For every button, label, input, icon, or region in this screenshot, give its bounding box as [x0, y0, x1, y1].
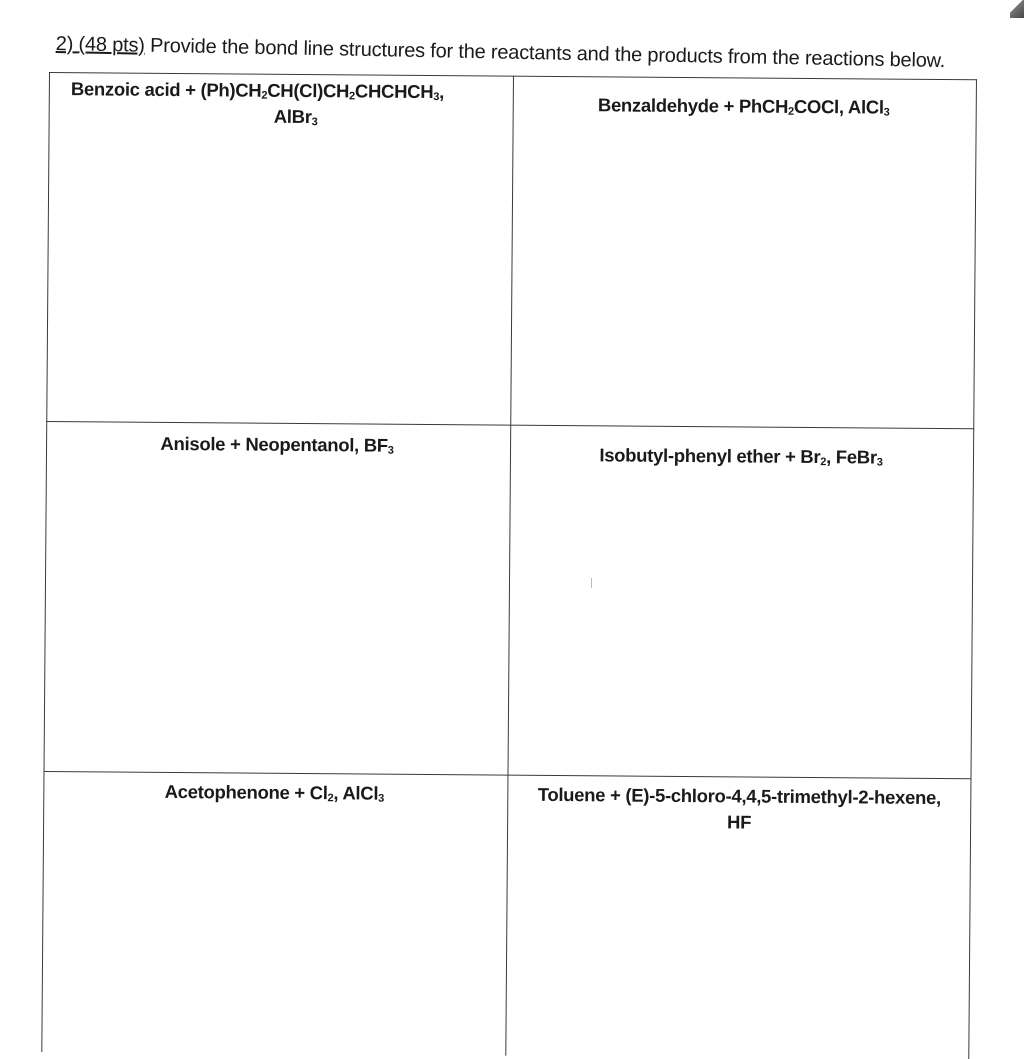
grid-left-border: [41, 72, 50, 1052]
reaction-cell-5: [49, 778, 499, 808]
grid-column-divider: [505, 76, 514, 1056]
reaction-1-text-b: CH(Cl)CH: [267, 79, 350, 102]
reaction-5-text-a: Acetophenone + Cl: [164, 780, 328, 804]
question-instruction: Provide the bond line structures for the reactants and the products from the reactions below.: [149, 34, 946, 73]
subscript: 2: [787, 105, 794, 118]
subscript: 2: [261, 89, 268, 102]
reaction-4-text-b: , FeBr: [826, 446, 877, 468]
subscript: 3: [883, 106, 890, 119]
reaction-1-catalyst: AlBr: [273, 105, 312, 128]
reaction-grid: [41, 72, 977, 1059]
reaction-5-line-1: [49, 778, 499, 808]
grid-right-border: [968, 79, 977, 1059]
reaction-1-text-c: CHCHCH: [354, 80, 434, 103]
reaction-3-line-1: [52, 430, 502, 460]
reaction-6-line-2: [511, 808, 967, 838]
reaction-6-catalyst: HF: [727, 811, 752, 833]
question-points: (48 pts): [78, 33, 145, 57]
subscript: 3: [433, 91, 440, 104]
reaction-1-text-a: Benzoic acid + (Ph)CH: [70, 78, 262, 101]
subscript: 2: [349, 90, 355, 103]
reaction-cell-1: [55, 76, 505, 132]
subscript: 3: [387, 444, 394, 457]
reaction-4-text-a: Isobutyl-phenyl ether + Br: [599, 444, 821, 468]
subscript: 3: [378, 792, 385, 805]
reaction-cell-4: [516, 442, 966, 472]
subscript: 3: [876, 456, 883, 469]
reaction-cell-6: [511, 782, 967, 838]
subscript: 3: [311, 116, 318, 129]
subscript: 2: [327, 792, 334, 805]
reaction-4-line-1: [516, 442, 966, 472]
reaction-3-text-a: Anisole + Neopentanol, BF: [160, 432, 388, 456]
scan-corner-mark: [1010, 0, 1024, 18]
question-number: 2): [55, 33, 74, 56]
reaction-1-text-d: ,: [439, 81, 445, 103]
reaction-6-line-1: [511, 782, 967, 812]
question-heading: [56, 33, 946, 73]
reaction-1-line-2: [55, 102, 505, 132]
subscript: 2: [820, 456, 827, 469]
reaction-2-text-b: COCl, AlCl: [793, 95, 884, 118]
reaction-1-line-1: [55, 76, 505, 106]
reaction-cell-2: [519, 92, 969, 122]
reaction-2-line-1: [519, 92, 969, 122]
reaction-6-text-a: Toluene + (E)-5-chloro-4,4,5-trimethyl-2-hexene,: [537, 783, 941, 809]
reaction-5-text-b: , AlCl: [333, 782, 379, 804]
reaction-2-text-a: Benzaldehyde + PhCH: [597, 94, 789, 117]
reaction-cell-3: [52, 430, 502, 460]
